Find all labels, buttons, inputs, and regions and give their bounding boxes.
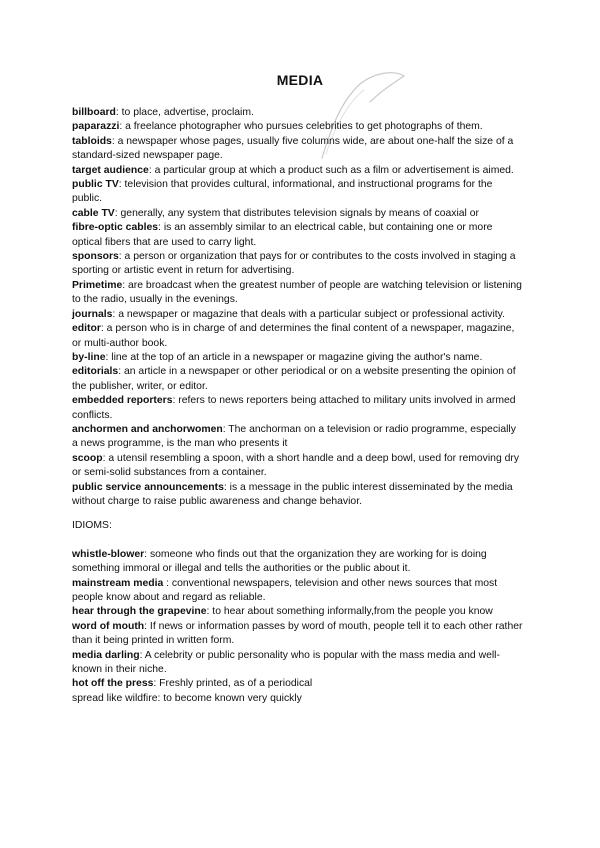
vocabulary-entry (72, 365, 524, 394)
vocabulary-definition: : a newspaper or magazine that deals with a particular subject or professional activity. (112, 308, 505, 320)
idiom-term: word of mouth (72, 620, 145, 632)
idiom-term: media darling (72, 649, 140, 661)
vocabulary-term: paparazzi (72, 121, 120, 133)
vocabulary-definition: : a particular group at which a product such as a film or advertisement is aimed. (148, 164, 514, 176)
vocabulary-term: editor (72, 323, 101, 335)
vocabulary-definition: : The anchorman on a television or radio programme, especially a news programme, is the man who presents it (72, 423, 516, 450)
vocabulary-entry (72, 135, 524, 164)
idiom-definition: : If news or information passes by word of mouth, people tell it to each other rather than it being printed in written form. (72, 620, 523, 647)
vocabulary-term: target audience (72, 164, 149, 176)
vocabulary-definition: : are broadcast when the greatest number of people are watching television or listening to the radio, usually in the evenings. (72, 279, 522, 306)
idioms-heading: IDIOMS: (72, 520, 112, 532)
vocabulary-term: public service announcements (72, 481, 224, 493)
vocabulary-definition: : a utensil resembling a spoon, with a short handle and a deep bowl, used for removing dry or semi-solid substances from a container. (72, 452, 520, 479)
vocabulary-term: embedded reporters (72, 395, 173, 407)
vocabulary-definition: : a person or organization that pays for or contributes to the costs involved in staging a sporting or artistic event in return for advertising. (72, 251, 516, 277)
document-body (72, 106, 524, 706)
vocabulary-entry (72, 322, 524, 351)
vocabulary-entry (72, 221, 524, 250)
vocabulary-entry (72, 452, 524, 481)
idiom-term: hear through the grapevine (72, 606, 207, 618)
vocabulary-term: Primetime (72, 279, 123, 291)
idiom-definition: : Freshly printed, as of a periodical (153, 678, 313, 690)
idiom-term: whistle-blower (72, 548, 145, 560)
vocabulary-term: editorials (72, 366, 119, 378)
idiom-definition: : someone who finds out that the organization they are working for is doing something immoral or illegal and tells the authorities or the public about it. (72, 548, 487, 575)
idiom-entry (72, 605, 524, 619)
vocabulary-entry (72, 351, 524, 365)
vocabulary-term: tabloids (72, 135, 112, 147)
idiom-entry (72, 677, 524, 691)
vocabulary-definition: : a freelance photographer who pursues celebrities to get photographs of them. (119, 121, 483, 133)
idiom-entry (72, 649, 524, 678)
idiom-spread-like-wildfire: spread like wildfire: to become known very quickly (72, 692, 302, 704)
vocabulary-definition: : generally, any system that distributes television signals by means of coaxial or (114, 207, 479, 219)
vocabulary-definition: : an article in a newspaper or other periodical or on a website presenting the opinion of the publisher, writer, or editor. (72, 366, 516, 392)
vocabulary-entry (72, 207, 524, 221)
vocabulary-definition: : a person who is in charge of and determines the final content of a newspaper, magazine, or multi-author book. (72, 323, 515, 349)
idiom-entry (72, 577, 524, 606)
vocabulary-term: sponsors (72, 251, 119, 263)
idiom-term: mainstream media (72, 577, 164, 589)
idiom-definition: : A celebrity or public personality who is popular with the mass media and well-known in their niche. (72, 649, 500, 676)
page-title: MEDIA (276, 72, 324, 88)
vocabulary-entry (72, 250, 524, 279)
idiom-entry (72, 548, 524, 577)
idiom-definition: : to hear about something informally,from the people you know (206, 606, 493, 618)
vocabulary-definition: : refers to news reporters being attached to military units involved in armed conflicts. (72, 395, 516, 421)
vocabulary-term: anchormen and anchorwomen (72, 423, 223, 435)
vocabulary-term: journals (72, 308, 113, 320)
vocabulary-term: billboard (72, 107, 116, 118)
idiom-entry (72, 620, 524, 649)
vocabulary-definition: : to place, advertise, proclaim. (115, 107, 254, 118)
vocabulary-term: scoop (72, 452, 103, 464)
vocabulary-definition: : line at the top of an article in a newspaper or magazine giving the author's name. (105, 351, 483, 363)
vocabulary-term: cable TV (72, 207, 115, 219)
vocabulary-definition: : television that provides cultural, informational, and instructional programs for the public. (72, 179, 493, 205)
vocabulary-entry (72, 481, 524, 510)
vocabulary-definition: : is an assembly similar to an electrical cable, but containing one or more optical fibers that are used to carry light. (72, 222, 493, 248)
vocabulary-term: public TV (72, 179, 119, 191)
vocabulary-entry (72, 106, 524, 120)
vocabulary-entry (72, 394, 524, 423)
vocabulary-entry (72, 308, 524, 322)
vocabulary-entry (72, 423, 524, 452)
vocabulary-term: by-line (72, 351, 106, 363)
vocabulary-entry (72, 279, 524, 308)
vocabulary-entry (72, 164, 524, 178)
vocabulary-entry (72, 120, 524, 134)
vocabulary-list (72, 106, 524, 509)
vocabulary-term: fibre-optic cables (72, 222, 159, 234)
vocabulary-entry (72, 178, 524, 207)
idiom-term: hot off the press (72, 678, 154, 690)
vocabulary-definition: : is a message in the public interest disseminated by the media without charge to raise public awareness and change behavior. (72, 481, 513, 507)
idiom-definition: : conventional newspapers, television and other news sources that most people know about and regard as reliable. (72, 577, 498, 603)
vocabulary-definition: : a newspaper whose pages, usually five columns wide, are about one-half the size of a standard-sized newspaper page. (72, 135, 514, 162)
idioms-list (72, 548, 524, 692)
